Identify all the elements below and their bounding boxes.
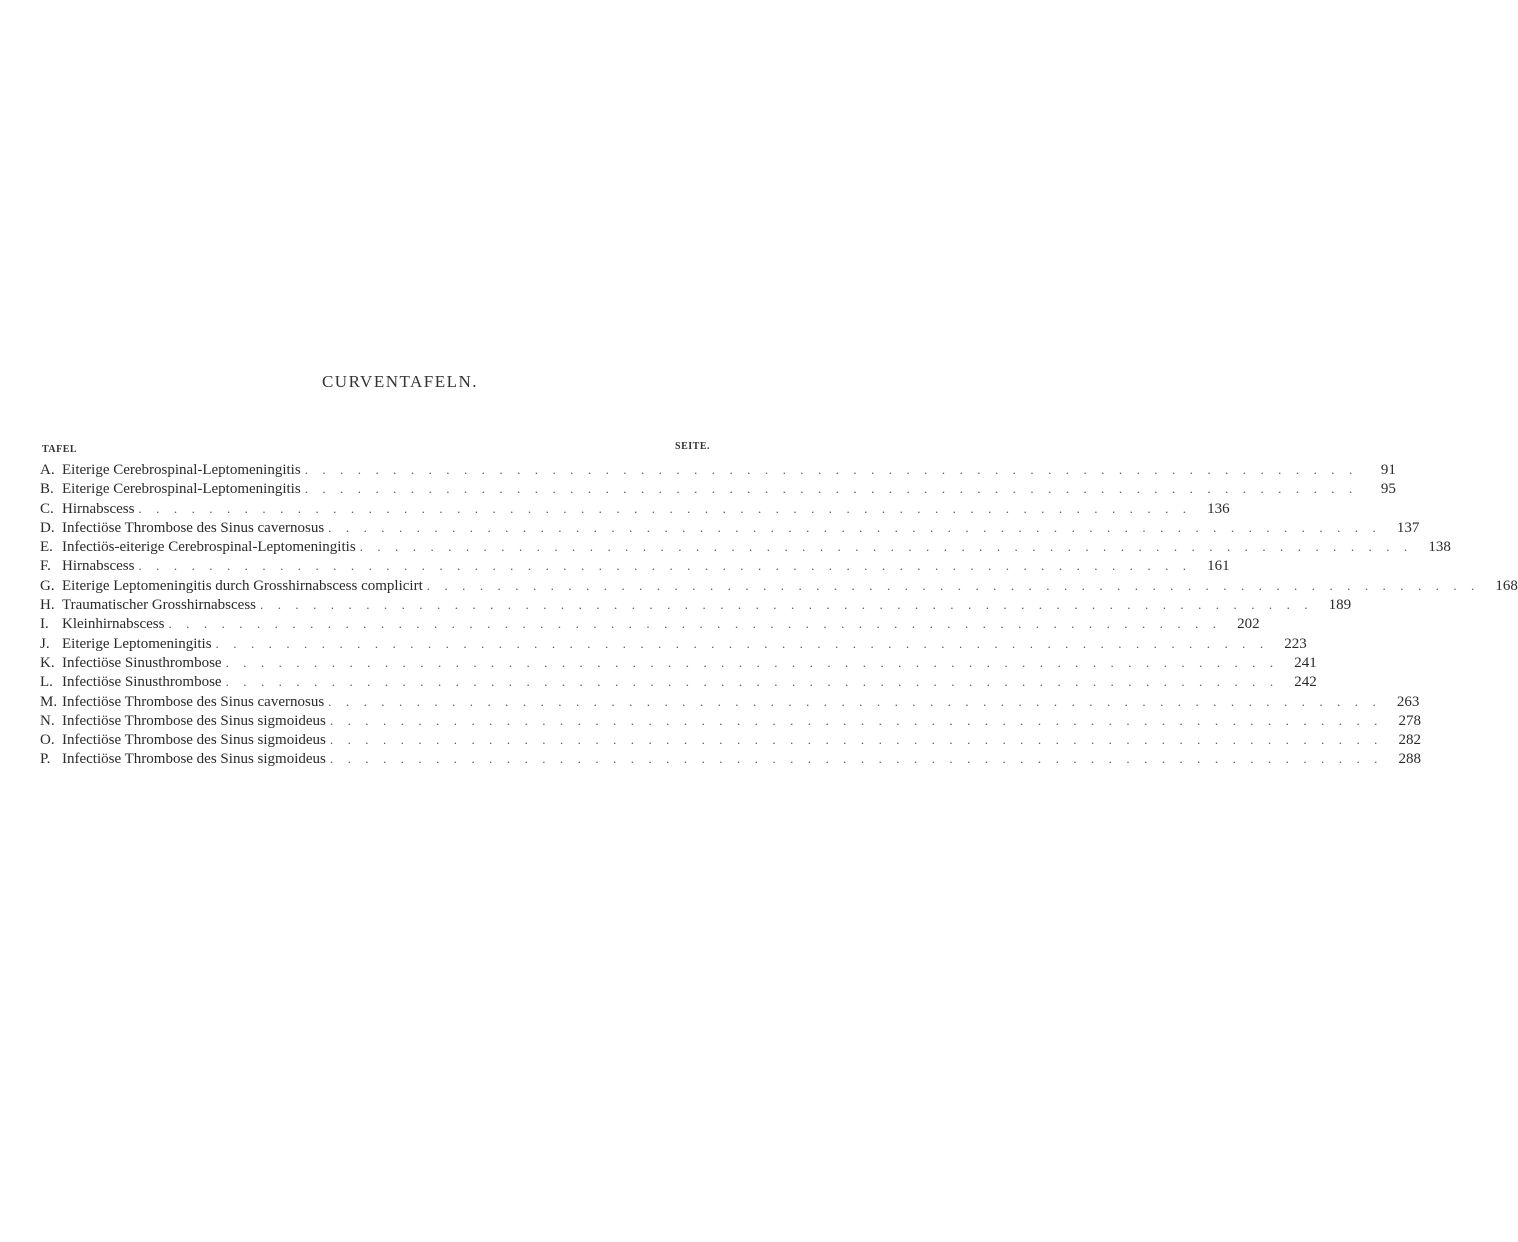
- toc-page-number: 161: [1192, 557, 1230, 576]
- toc-row: [40, 653, 1317, 672]
- toc-entry-text: Infectiöse Thrombose des Sinus sigmoideus: [62, 731, 330, 750]
- leader-dots: . . . . . . . . . . . . . . . . . . . . . . . . . . . . . . . . . . . . . . . . . . . . . . . . . . . . . . . . . . . .: [329, 712, 1384, 728]
- toc-letter: I.: [40, 616, 49, 633]
- toc-page-number: 168: [1480, 577, 1518, 596]
- leader-dots: . . . . . . . . . . . . . . . . . . . . . . . . . . . . . . . . . . . . . . . . . . . . . . . . . . . . . . . . . . . .: [168, 616, 1222, 632]
- toc-row: [40, 537, 1451, 556]
- leader-dots: . . . . . . . . . . . . . . . . . . . . . . . . . . . . . . . . . . . . . . . . . . . . . . . . . . . . . . . . . . . .: [329, 732, 1384, 748]
- toc-row: [40, 499, 1230, 518]
- toc-letter: M.: [40, 693, 58, 710]
- toc-entry-text: Infectiöse Thrombose des Sinus cavernosus: [62, 519, 328, 538]
- toc-entry-text: Infectiöse Sinusthrombose: [62, 654, 226, 673]
- toc-letter: A.: [40, 462, 55, 478]
- toc-letter: G.: [40, 577, 55, 594]
- leader-dots: . . . . . . . . . . . . . . . . . . . . . . . . . . . . . . . . . . . . . . . . . . . . . . . . . . . . . . . . . . . .: [304, 481, 1358, 497]
- toc-row: [40, 634, 1307, 653]
- toc-page-number: 288: [1383, 750, 1421, 769]
- table-of-contents: [40, 460, 1518, 769]
- toc-page-number: 202: [1222, 615, 1260, 634]
- toc-row: [40, 692, 1420, 711]
- leader-dots: . . . . . . . . . . . . . . . . . . . . . . . . . . . . . . . . . . . . . . . . . . . . . . . . . . . . . . . . . . . .: [304, 462, 1358, 477]
- toc-letter: K.: [40, 654, 55, 671]
- toc-letter: H.: [40, 597, 55, 614]
- toc-page-number: 241: [1279, 654, 1317, 673]
- toc-row: [40, 576, 1518, 595]
- column-header-tafel: TAFEL: [42, 444, 78, 455]
- toc-entry-text: Hirnabscess: [62, 500, 138, 519]
- toc-entry-text: Infectiöse Thrombose des Sinus sigmoideus: [62, 712, 330, 731]
- toc-entry-text: Eiterige Cerebrospinal-Leptomeningitis: [62, 480, 305, 499]
- toc-page-number: 278: [1383, 712, 1421, 731]
- toc-row: [40, 730, 1422, 749]
- toc-entry-text: Infectiöse Thrombose des Sinus cavernosus: [62, 693, 328, 712]
- leader-dots: . . . . . . . . . . . . . . . . . . . . . . . . . . . . . . . . . . . . . . . . . . . . . . . . . . . . . . . . . . . .: [328, 519, 1382, 535]
- leader-dots: . . . . . . . . . . . . . . . . . . . . . . . . . . . . . . . . . . . . . . . . . . . . . . . . . . . . . . . . . . . .: [138, 500, 1192, 516]
- leader-dots: . . . . . . . . . . . . . . . . . . . . . . . . . . . . . . . . . . . . . . . . . . . . . . . . . . . . . . . . . . . .: [138, 558, 1192, 574]
- toc-letter: F.: [40, 558, 51, 575]
- toc-row: [40, 614, 1260, 633]
- toc-page-number: 136: [1192, 500, 1230, 519]
- leader-dots: . . . . . . . . . . . . . . . . . . . . . . . . . . . . . . . . . . . . . . . . . . . . . . . . . . . . . . . . . . . .: [225, 654, 1279, 670]
- leader-dots: . . . . . . . . . . . . . . . . . . . . . . . . . . . . . . . . . . . . . . . . . . . . . . . . . . . . . . . . . . . .: [426, 577, 1480, 593]
- toc-entry-text: Traumatischer Grosshirnabscess: [62, 596, 260, 615]
- toc-row: [40, 518, 1420, 537]
- leader-dots: . . . . . . . . . . . . . . . . . . . . . . . . . . . . . . . . . . . . . . . . . . . . . . . . . . . . . . . . . . . .: [260, 597, 1314, 613]
- toc-row: [40, 595, 1352, 614]
- column-header-seite: SEITE.: [675, 441, 710, 452]
- toc-letter: N.: [40, 712, 55, 729]
- toc-entry-text: Kleinhirnabscess: [62, 615, 168, 634]
- toc-page-number: 263: [1381, 693, 1419, 712]
- toc-page-number: 137: [1381, 519, 1419, 538]
- leader-dots: . . . . . . . . . . . . . . . . . . . . . . . . . . . . . . . . . . . . . . . . . . . . . . . . . . . . . . . . . . . .: [225, 674, 1279, 690]
- toc-row: [40, 556, 1230, 575]
- toc-entry-text: Eiterige Leptomeningitis durch Grosshirnabscess complicirt: [62, 577, 427, 596]
- toc-page-number: 223: [1269, 635, 1307, 654]
- leader-dots: . . . . . . . . . . . . . . . . . . . . . . . . . . . . . . . . . . . . . . . . . . . . . . . . . . . . . . . . . . . .: [359, 539, 1413, 555]
- toc-letter: P.: [40, 751, 51, 768]
- toc-entry-text: Infectiöse Sinusthrombose: [62, 673, 226, 692]
- toc-row: [40, 672, 1317, 691]
- toc-entry-text: Infectiös-eiterige Cerebrospinal-Leptomeningitis: [62, 538, 360, 557]
- toc-entry-text: Infectiöse Thrombose des Sinus sigmoideus: [62, 750, 330, 769]
- leader-dots: . . . . . . . . . . . . . . . . . . . . . . . . . . . . . . . . . . . . . . . . . . . . . . . . . . . . . . . . . . . .: [329, 751, 1384, 767]
- toc-page-number: 242: [1279, 673, 1317, 692]
- toc-letter: B.: [40, 481, 54, 498]
- toc-page-number: 95: [1358, 480, 1396, 499]
- toc-row: [40, 460, 1396, 479]
- toc-letter: D.: [40, 519, 55, 536]
- toc-page-number: 91: [1358, 461, 1396, 480]
- toc-entry-text: Eiterige Cerebrospinal-Leptomeningitis: [62, 461, 305, 480]
- toc-letter: C.: [40, 500, 54, 517]
- toc-letter: O.: [40, 732, 55, 749]
- toc-row: [40, 749, 1422, 768]
- leader-dots: . . . . . . . . . . . . . . . . . . . . . . . . . . . . . . . . . . . . . . . . . . . . . . . . . . . . . . . . . . . .: [215, 635, 1269, 651]
- toc-letter: J.: [40, 635, 50, 652]
- toc-entry-text: Eiterige Leptomeningitis: [62, 635, 216, 654]
- toc-page-number: 138: [1413, 538, 1451, 557]
- toc-letter: E.: [40, 539, 53, 556]
- toc-page-number: 189: [1313, 596, 1351, 615]
- toc-row: [40, 711, 1422, 730]
- toc-entry-text: Hirnabscess: [62, 557, 138, 576]
- toc-row: [40, 479, 1396, 498]
- toc-page-number: 282: [1383, 731, 1421, 750]
- page-title: CURVENTAFELN.: [321, 372, 479, 391]
- toc-letter: L.: [40, 674, 53, 691]
- leader-dots: . . . . . . . . . . . . . . . . . . . . . . . . . . . . . . . . . . . . . . . . . . . . . . . . . . . . . . . . . . . .: [328, 693, 1382, 709]
